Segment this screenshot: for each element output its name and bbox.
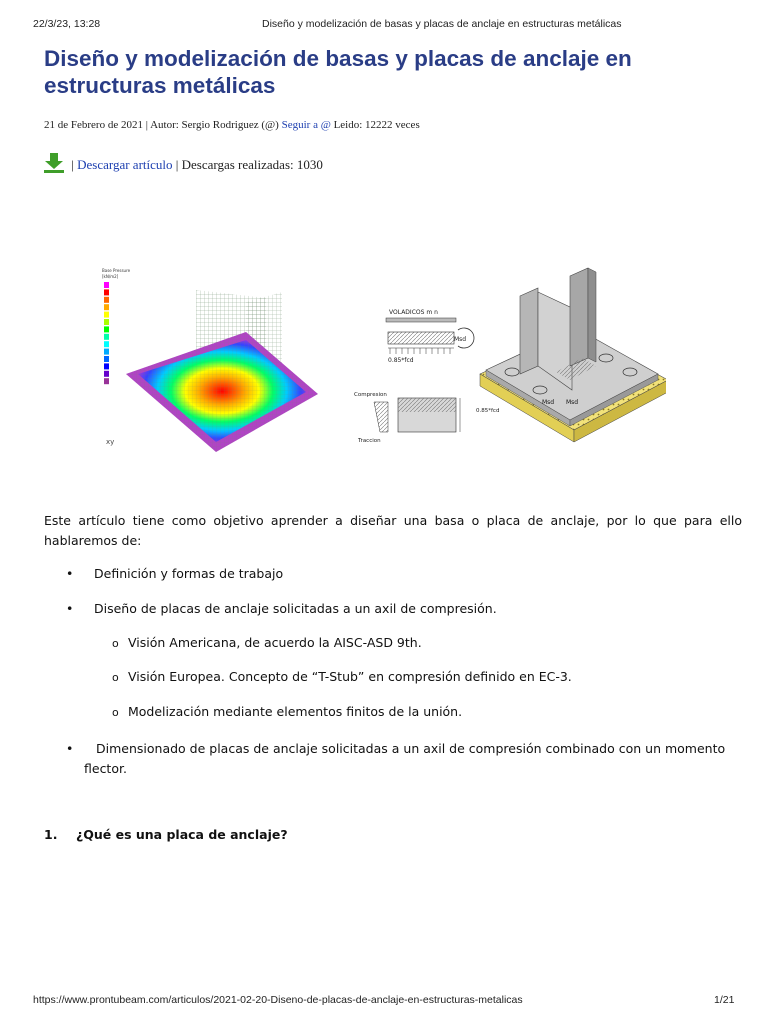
- compresion-label: Compresion: [354, 392, 387, 398]
- sub-bullet-text: Visión Europea. Concepto de “T-Stub” en compresión definido en EC-3.: [128, 669, 572, 684]
- legend-swatch: [104, 356, 109, 362]
- figure-svg: [96, 262, 666, 462]
- article-meta: [44, 119, 420, 131]
- bullet-text: Definición y formas de trabajo: [94, 566, 284, 581]
- column-flange-right: [570, 268, 588, 366]
- axis-indicator: xy: [106, 438, 115, 446]
- legend-swatch: [104, 341, 109, 347]
- download-arrow-icon[interactable]: [44, 153, 64, 177]
- legend-swatch: [104, 312, 109, 318]
- bullet-item: [66, 564, 736, 584]
- legend-swatch: [104, 334, 109, 340]
- download-separator: |: [71, 157, 74, 172]
- sub-bullet-symbol: o: [112, 671, 119, 684]
- legend-swatch: [104, 282, 109, 288]
- sub-bullet-item: [112, 669, 572, 684]
- print-datetime: 22/3/23, 13:28: [33, 18, 101, 30]
- legend-unit: [kN/m2]: [102, 274, 119, 279]
- bullet-item: [66, 599, 736, 619]
- bullet-text: Dimensionado de placas de anclaje solicitadas a un axil de compresión combinado con un momento flector.: [84, 741, 726, 776]
- bullet-symbol: •: [66, 566, 74, 581]
- msd-left-label: Msd: [542, 399, 555, 406]
- fcd-label-3d: 0.85*fcd: [476, 408, 500, 414]
- sub-bullet-symbol: o: [112, 706, 119, 719]
- download-article-link[interactable]: Descargar artículo: [77, 157, 173, 172]
- sub-bullet-text: Modelización mediante elementos finitos de la unión.: [128, 704, 463, 719]
- meta-date-author: 21 de Febrero de 2021 | Autor: Sergio Rodriguez (@): [44, 119, 279, 131]
- bullet-item: [66, 739, 736, 779]
- legend-swatch: [104, 363, 109, 369]
- legend-swatch: [104, 349, 109, 355]
- legend-swatch: [104, 326, 109, 332]
- legend-swatch: [104, 289, 109, 295]
- sub-bullet-item: [112, 704, 462, 719]
- msd-right-label: Msd: [566, 399, 579, 406]
- sub-bullet-text: Visión Americana, de acuerdo la AISC-ASD 9th.: [128, 635, 422, 650]
- sub-bullet-symbol: o: [112, 637, 119, 650]
- plate-section: [388, 332, 454, 344]
- follow-author-link[interactable]: Seguir a @: [281, 119, 331, 131]
- bullet-symbol: •: [66, 601, 74, 616]
- voladicos-label: VOLADICOS m n: [389, 309, 438, 316]
- section-heading: [44, 827, 288, 842]
- article-title: Diseño y modelización de basas y placas de anclaje en estructuras metálicas: [44, 46, 632, 98]
- download-row: [44, 153, 323, 177]
- section-number: 1.: [44, 827, 58, 842]
- print-footer-page: 1/21: [714, 994, 735, 1006]
- intro-paragraph: Este artículo tiene como objetivo aprender a diseñar una basa o placa de anclaje, por lo que para ello hablaremos de:: [44, 513, 742, 548]
- bullet-symbol: •: [66, 741, 74, 756]
- legend-title: Base Pressure: [102, 268, 131, 273]
- traccion-label: Traccion: [358, 438, 381, 444]
- sub-bullet-item: [112, 635, 422, 650]
- article-figure: [96, 262, 666, 462]
- legend-swatch: [104, 304, 109, 310]
- print-footer-url: https://www.prontubeam.com/articulos/2021-02-20-Diseno-de-placas-de-anclaje-en-estructuras-metalicas: [33, 994, 523, 1006]
- msd-label-top: Msd: [454, 336, 467, 343]
- bullet-text: Diseño de placas de anclaje solicitadas a un axil de compresión.: [94, 601, 497, 616]
- section-title: ¿Qué es una placa de anclaje?: [76, 827, 288, 842]
- column-flange-left: [520, 288, 538, 374]
- legend-swatches: [104, 282, 109, 384]
- downloads-count: | Descargas realizadas: 1030: [175, 157, 323, 172]
- legend-swatch: [104, 297, 109, 303]
- legend-swatch: [104, 371, 109, 377]
- meta-reads: Leido: 12222 veces: [333, 119, 420, 131]
- fcd-label: 0.85*fcd: [388, 357, 414, 364]
- legend-swatch: [104, 319, 109, 325]
- print-doc-title: Diseño y modelización de basas y placas de anclaje en estructuras metálicas: [262, 18, 622, 30]
- legend-swatch: [104, 378, 109, 384]
